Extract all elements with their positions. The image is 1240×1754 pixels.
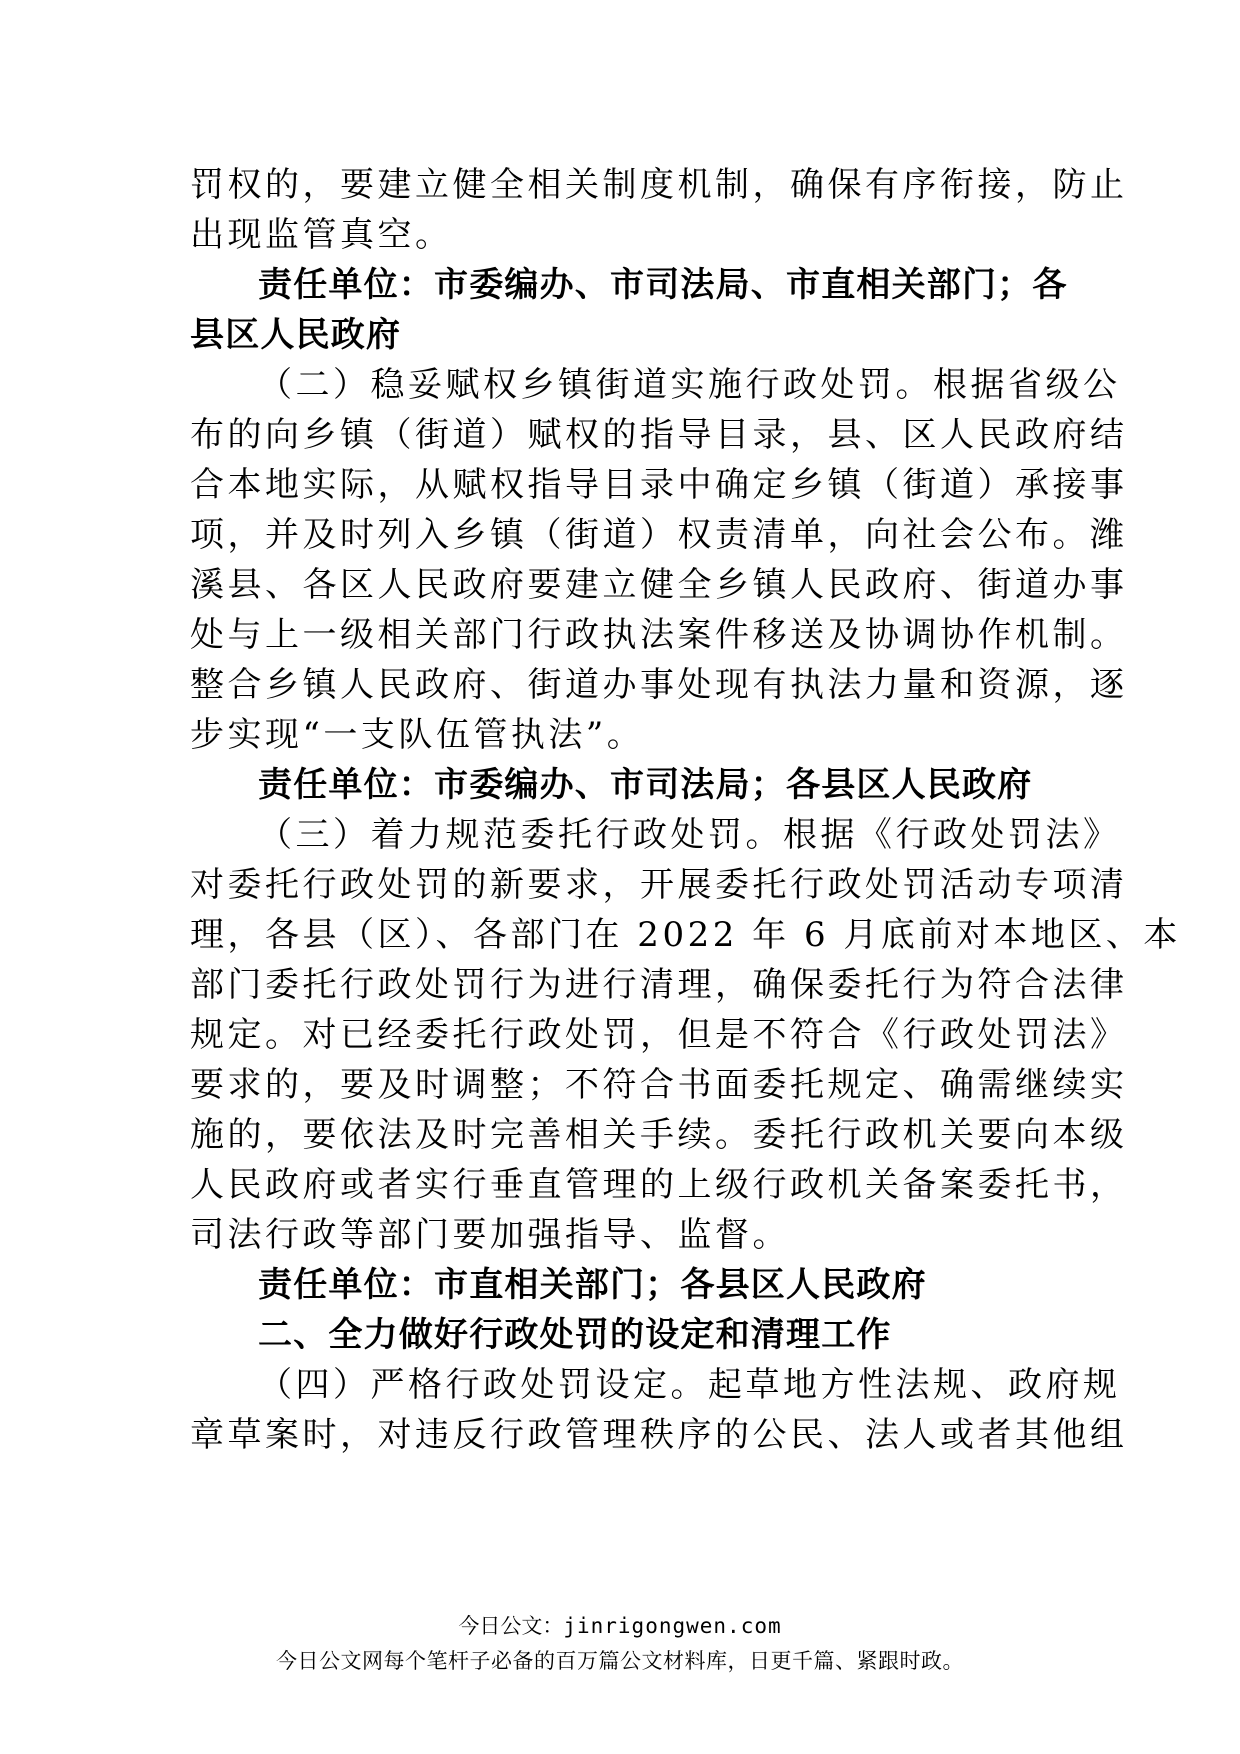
text-line: 布的向乡镇（街道）赋权的指导目录，县、区人民政府结	[190, 415, 1128, 455]
text-line: 处与上一级相关部门行政执法案件移送及协调协作机制。	[190, 615, 1128, 655]
text-line: （二）稳妥赋权乡镇街道实施行政处罚。根据省级公	[258, 365, 1121, 405]
text-line: 溪县、各区人民政府要建立健全乡镇人民政府、街道办事	[190, 565, 1128, 605]
text-line: 对委托行政处罚的新要求，开展委托行政处罚活动专项清	[190, 865, 1128, 905]
text-line: 整合乡镇人民政府、街道办事处现有执法力量和资源，逐	[190, 665, 1128, 705]
text-line: 理，各县（区）、各部门在 2022 年 6 月底前对本地区、本	[190, 915, 1181, 955]
text-line: 部门委托行政处罚行为进行清理，确保委托行为符合法律	[190, 965, 1128, 1005]
text-line: 合本地实际，从赋权指导目录中确定乡镇（街道）承接事	[190, 465, 1128, 505]
text-line: 出现监管真空。	[190, 215, 453, 255]
text-line: 罚权的，要建立健全相关制度机制，确保有序衔接，防止	[190, 165, 1128, 205]
text-line: 章草案时，对违反行政管理秩序的公民、法人或者其他组	[190, 1415, 1128, 1455]
footer-tagline: 今日公文网每个笔杆子必备的百万篇公文材料库，日更千篇、紧跟时政。	[276, 1649, 964, 1673]
text-line: 项，并及时列入乡镇（街道）权责清单，向社会公布。潍	[190, 515, 1128, 555]
heading-line: 责任单位：市委编办、市司法局、市直相关部门；各	[258, 265, 1068, 305]
text-line: （四）严格行政处罚设定。起草地方性法规、政府规	[258, 1365, 1121, 1405]
heading-line: 责任单位：市委编办、市司法局；各县区人民政府	[258, 765, 1033, 805]
text-line: 司法行政等部门要加强指导、监督。	[190, 1215, 790, 1255]
text-line: （三）着力规范委托行政处罚。根据《行政处罚法》	[258, 815, 1121, 855]
text-line: 施的，要依法及时完善相关手续。委托行政机关要向本级	[190, 1115, 1128, 1155]
heading-line: 责任单位：市直相关部门；各县区人民政府	[258, 1265, 927, 1305]
heading-line: 县区人民政府	[190, 315, 402, 355]
footer-site-label: 今日公文：	[458, 1614, 564, 1638]
text-line: 规定。对已经委托行政处罚，但是不符合《行政处罚法》	[190, 1015, 1128, 1055]
text-line: 步实现“一支队伍管执法”。	[190, 715, 645, 755]
text-line: 人民政府或者实行垂直管理的上级行政机关备案委托书，	[190, 1165, 1128, 1205]
footer-site-url[interactable]: jinrigongwen.com	[563, 1614, 782, 1638]
text-line: 要求的，要及时调整；不符合书面委托规定、确需继续实	[190, 1065, 1128, 1105]
heading-line: 二、全力做好行政处罚的设定和清理工作	[258, 1315, 892, 1355]
document-body	[190, 160, 1181, 1460]
footer-site	[0, 1610, 1240, 1640]
